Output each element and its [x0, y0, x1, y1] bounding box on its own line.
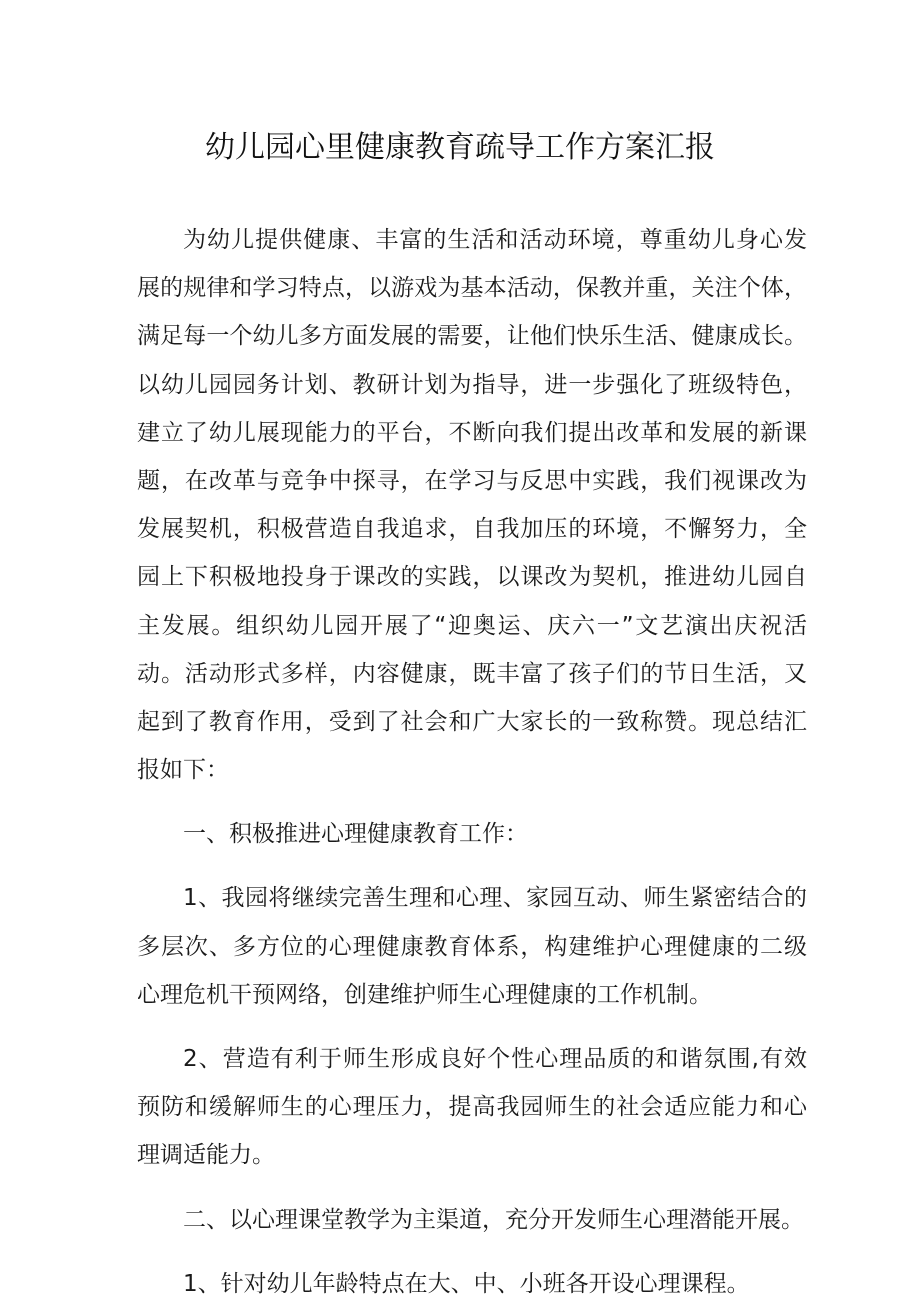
- paragraph-intro: [137, 216, 807, 794]
- text-line: 一、积极推进心理健康教育工作：: [183, 821, 528, 848]
- text-line: 主发展。组织幼儿园开展了“迎奥运、庆六一”文艺演出庆祝活: [137, 612, 807, 639]
- text-line: 动。活动形式多样，内容健康，既丰富了孩子们的节日生活，又: [137, 660, 807, 687]
- paragraph-item-2: [137, 1035, 807, 1180]
- text-line: 报如下：: [137, 757, 229, 784]
- document-title: 幼儿园心里健康教育疏导工作方案汇报: [205, 130, 715, 165]
- text-line: 心理危机干预网络，创建维护师生心理健康的工作机制。: [137, 981, 712, 1008]
- text-line: 建立了幼儿展现能力的平台，不断向我们提出改革和发展的新课: [137, 419, 807, 446]
- text-line: 发展契机，积极营造自我追求，自我加压的环境，不懈努力，全: [137, 516, 807, 543]
- text-line: 以幼儿园园务计划、教研计划为指导，进一步强化了班级特色，: [137, 371, 807, 398]
- text-line: 起到了教育作用，受到了社会和广大家长的一致称赞。现总结汇: [137, 708, 807, 735]
- text-line: 二、以心理课堂教学为主渠道，充分开发师生心理潜能开展。: [183, 1206, 804, 1233]
- text-line: 多层次、多方位的心理健康教育体系，构建维护心理健康的二级: [137, 933, 807, 960]
- paragraph-item-1: [137, 874, 807, 1019]
- text-line: 园上下积极地投身于课改的实践，以课改为契机，推进幼儿园自: [137, 564, 807, 591]
- text-line: 1、我园将继续完善生理和心理、家园互动、师生紧密结合的: [183, 885, 807, 912]
- text-line: 展的规律和学习特点，以游戏为基本活动，保教并重，关注个体，: [137, 275, 807, 302]
- section-heading-1: [137, 810, 807, 858]
- text-line: 题，在改革与竞争中探寻，在学习与反思中实践，我们视课改为: [137, 467, 807, 494]
- document-body: [137, 216, 807, 1308]
- text-line: 1、针对幼儿年龄特点在大、中、小班各开设心理课程。: [183, 1270, 750, 1297]
- text-line: 预防和缓解师生的心理压力，提高我园师生的社会适应能力和心: [137, 1094, 807, 1121]
- text-line: 2、营造有利于师生形成良好个性心理品质的和谐氛围,有效: [183, 1046, 807, 1072]
- text-line: 为幼儿提供健康、丰富的生活和活动环境，尊重幼儿身心发: [183, 227, 807, 253]
- text-line: 理调适能力。: [137, 1142, 275, 1169]
- section-heading-2: [137, 1196, 807, 1244]
- text-line: 满足每一个幼儿多方面发展的需要，让他们快乐生活、健康成长。: [137, 323, 807, 350]
